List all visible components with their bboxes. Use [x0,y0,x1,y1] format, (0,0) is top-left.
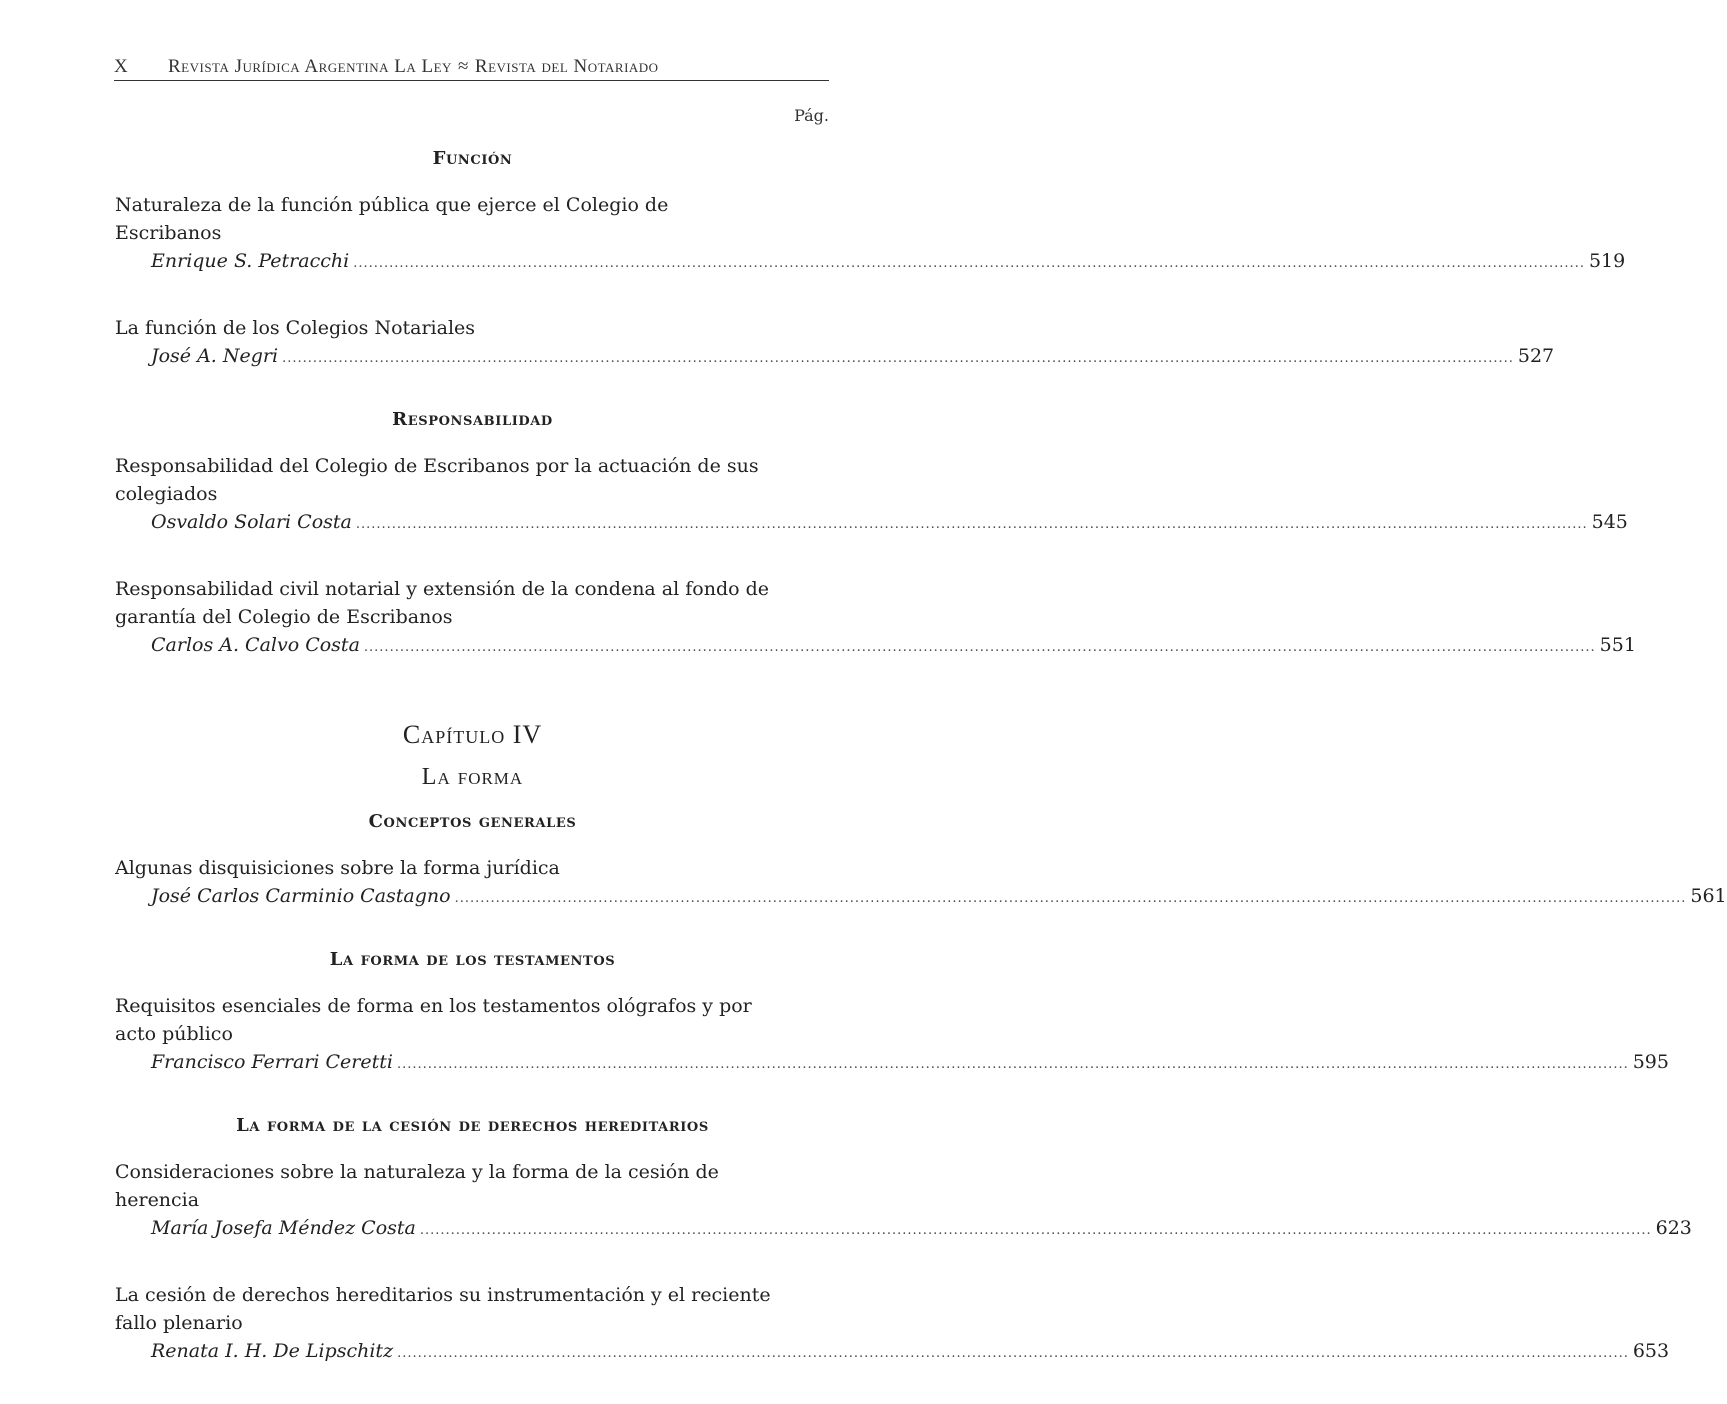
dot-leader: ................................................................................................................................................................................................................................................ [396,1057,1629,1072]
entry-page-number: 561 [1690,885,1727,907]
entry-page-number: 519 [1588,250,1626,272]
running-header [114,56,829,81]
dot-leader: ................................................................................................................................................................................................................................................ [363,640,1596,655]
toc-content [115,148,1727,1404]
entry-author: María Josefa Méndez Costa [151,1217,416,1239]
entry-page-number: 527 [1517,345,1555,367]
entry-title: Naturaleza de la función pública que ejerce el Colegio de Escribanos [115,194,669,244]
toc-entry[interactable] [115,314,1555,373]
entry-title: Algunas disquisiciones sobre la forma jurídica [115,857,560,879]
dot-leader: ................................................................................................................................................................................................................................................ [419,1223,1652,1238]
section-title-responsabilidad: Responsabilidad [392,409,553,430]
toc-entry[interactable] [115,854,1727,913]
entry-page-number: 551 [1599,634,1636,656]
toc-entry[interactable] [115,452,1628,539]
journal-title-left: Revista Jurídica Argentina La Ley [168,56,452,77]
entry-author: José Carlos Carminio Castagno [151,885,451,907]
entry-title: La cesión de derechos hereditarios su instrumentación y el reciente fallo plenario [115,1284,771,1334]
section-title-conceptos-generales: Conceptos generales [368,811,577,832]
section-title-testamentos: La forma de los testamentos [329,949,616,970]
entry-author: Carlos A. Calvo Costa [151,634,360,656]
entry-author: José A. Negri [151,345,279,367]
entry-page-number: 595 [1632,1051,1669,1073]
tilde-ornament-icon: ≈ [457,56,469,77]
chapter-title: Capítulo IV [402,720,543,749]
dot-leader: ................................................................................................................................................................................................................................................ [397,1346,1629,1361]
entry-title: Consideraciones sobre la naturaleza y la forma de la cesión de herencia [115,1161,719,1211]
page-column-label: Pág. [794,106,829,125]
dot-leader: ................................................................................................................................................................................................................................................ [355,517,1588,532]
entry-title: Responsabilidad del Colegio de Escribanos por la actuación de sus colegiados [115,455,759,505]
dot-leader: ................................................................................................................................................................................................................................................ [353,256,1585,271]
toc-entry[interactable] [115,191,1626,278]
entry-page-number: 545 [1591,511,1628,533]
entry-author: Francisco Ferrari Ceretti [151,1051,393,1073]
journal-title-right: Revista del Notariado [474,56,659,77]
entry-title: La función de los Colegios Notariales [115,317,476,339]
chapter-subtitle: La forma [421,764,524,790]
section-title-funcion: Función [432,148,513,169]
toc-entry[interactable] [115,992,1669,1079]
dot-leader: ................................................................................................................................................................................................................................................ [282,351,1514,366]
toc-entry[interactable] [115,575,1636,662]
dot-leader: ................................................................................................................................................................................................................................................ [454,891,1687,906]
entry-page-number: 653 [1632,1340,1670,1362]
section-title-cesion: La forma de la cesión de derechos hereditarios [236,1115,709,1136]
entry-page-number: 623 [1655,1217,1692,1239]
entry-author: Osvaldo Solari Costa [151,511,352,533]
entry-author: Enrique S. Petracchi [151,250,350,272]
entry-title: Responsabilidad civil notarial y extensión de la condena al fondo de garantía del Colegio de Escribanos [115,578,769,628]
toc-entry[interactable] [115,1281,1670,1368]
page-number-roman: X [114,56,129,77]
entry-author: Renata I. H. De Lipschitz [151,1340,394,1362]
toc-entry[interactable] [115,1158,1692,1245]
entry-title: Requisitos esenciales de forma en los testamentos ológrafos y por acto público [115,995,752,1045]
